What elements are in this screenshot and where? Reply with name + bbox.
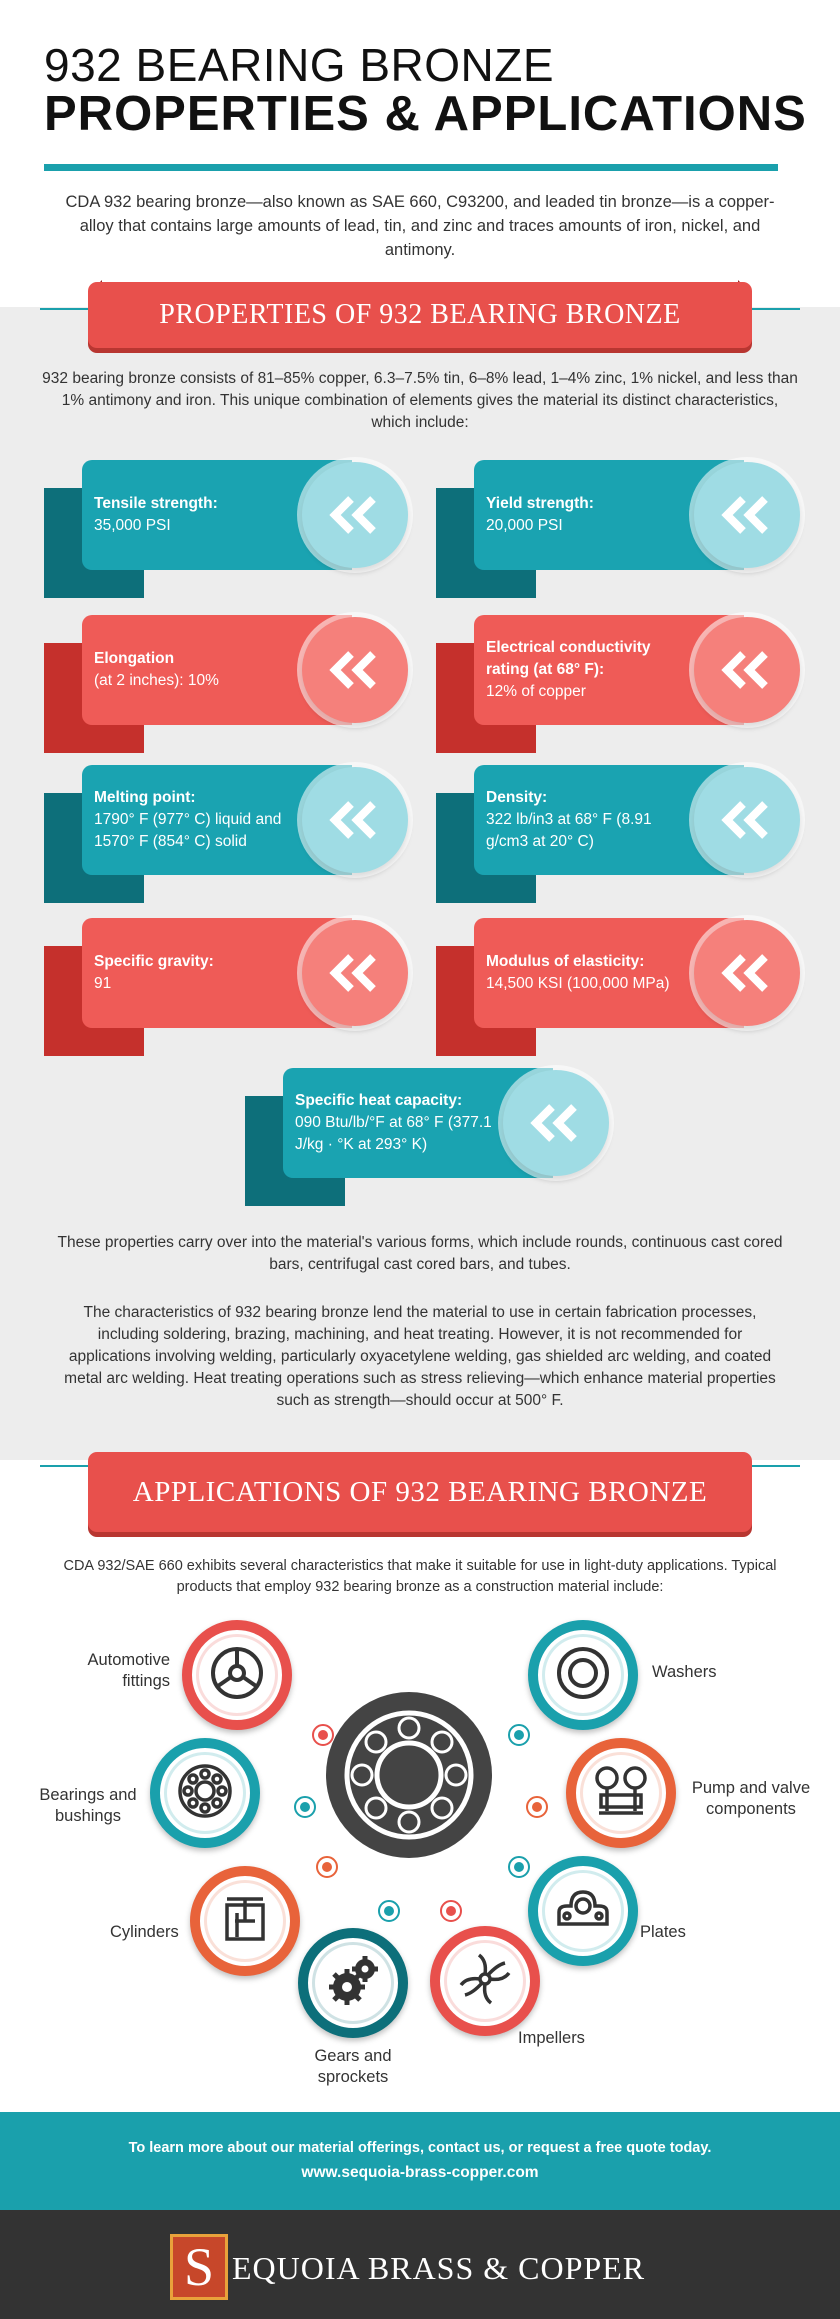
page-title-line1: 932 BEARING BRONZE	[44, 39, 555, 91]
property-value: 090 Btu/lb/°F at 68° F (377.1 J/kg · °K at 293° K)	[295, 1114, 492, 1153]
property-value: (at 2 inches): 10%	[94, 672, 219, 689]
property-card	[44, 460, 404, 600]
connector-dot	[294, 1796, 316, 1818]
property-label: Density:	[486, 789, 548, 806]
connector-dot	[312, 1724, 334, 1746]
cta-bar	[0, 2112, 840, 2210]
application-label: Impellers	[518, 2029, 585, 2047]
applications-heading: APPLICATIONS OF 932 BEARING BRONZE	[132, 1476, 708, 1508]
application-label: Plates	[640, 1923, 686, 1941]
card-text	[486, 615, 696, 725]
application-label: Bearings and bushings	[39, 1786, 137, 1825]
property-label: Melting point:	[94, 789, 196, 806]
property-label: Specific gravity:	[94, 953, 214, 970]
application-label: Automotive fittings	[87, 1651, 170, 1690]
card-text	[94, 918, 304, 1028]
properties-intro: 932 bearing bronze consists of 81–85% copper, 6.3–7.5% tin, 6–8% lead, 1–4% zinc, 1% nickel, and less than 1% antimony and iron. This unique combination of elements gives the material its distinct characteristics, which include:	[42, 370, 798, 431]
property-card	[44, 918, 404, 1058]
property-card	[245, 1068, 605, 1208]
application-ring	[430, 1926, 540, 2036]
property-label: Electrical conductivity rating (at 68° F):	[486, 639, 651, 678]
properties-heading: PROPERTIES OF 932 BEARING BRONZE	[159, 299, 681, 330]
intro-paragraph: CDA 932 bearing bronze—also known as SAE 660, C93200, and leaded tin bronze—is a copper-alloy that contains large amounts of lead, tin, and zinc and traces amounts of iron, nickel, and antimony.	[65, 193, 775, 259]
logo-mark	[170, 2234, 228, 2300]
applications-banner	[88, 1452, 752, 1532]
central-bearing-icon	[326, 1692, 492, 1858]
application-label: Pump and valve components	[691, 1779, 811, 1818]
property-card	[436, 918, 796, 1058]
application-ring	[190, 1866, 300, 1976]
property-value: 14,500 KSI (100,000 MPa)	[486, 975, 670, 992]
connector-dot	[526, 1796, 548, 1818]
connector-dot	[508, 1856, 530, 1878]
double-chevron-left-icon	[694, 462, 800, 568]
footer	[0, 2210, 840, 2319]
double-chevron-left-icon	[694, 767, 800, 873]
property-card	[436, 615, 796, 755]
property-label: Yield strength:	[486, 495, 594, 512]
property-card	[44, 615, 404, 755]
bearing-icon	[177, 1763, 233, 1824]
card-text	[486, 918, 696, 1028]
application-ring	[298, 1928, 408, 2038]
forms-paragraph: These properties carry over into the material's various forms, which include rounds, continuous cast cored bars, centrifugal cast cored bars, and tubes.	[57, 1234, 783, 1273]
double-chevron-left-icon	[694, 617, 800, 723]
card-text	[94, 765, 304, 875]
fabrication-paragraph: The characteristics of 932 bearing bronze lend the material to use in certain fabrication processes, including soldering, brazing, machining, and heat treating. However, it is not recommended for applications involving welding, particularly oxyacetylene welding, gas shielded arc welding, and coated metal arc welding. Heat treating operations such as stress relieving—which enhance material properties such as strength—should occur at 500° F.	[64, 1304, 776, 1409]
title-underline	[44, 164, 778, 171]
card-text	[486, 460, 696, 570]
property-value: 35,000 PSI	[94, 517, 171, 534]
connector-dot	[378, 1900, 400, 1922]
card-text	[94, 460, 304, 570]
application-label: Washers	[652, 1663, 717, 1681]
washer-icon	[555, 1645, 611, 1706]
property-label: Elongation	[94, 650, 175, 667]
application-ring	[528, 1856, 638, 1966]
card-text	[94, 615, 304, 725]
logo-initial: S	[183, 2237, 215, 2297]
card-text	[486, 765, 696, 875]
property-value: 20,000 PSI	[486, 517, 563, 534]
gears-icon	[325, 1953, 381, 2014]
property-value: 322 lb/in3 at 68° F (8.91 g/cm3 at 20° C)	[486, 811, 652, 850]
application-ring	[566, 1738, 676, 1848]
connector-dot	[508, 1724, 530, 1746]
double-chevron-left-icon	[694, 920, 800, 1026]
website-link[interactable]: www.sequoia-brass-copper.com	[301, 2164, 539, 2181]
application-label: Cylinders	[110, 1923, 179, 1941]
double-chevron-left-icon	[302, 767, 408, 873]
property-value: 1790° F (977° C) liquid and 1570° F (854° C) solid	[94, 811, 282, 850]
property-label: Modulus of elasticity:	[486, 953, 645, 970]
pump-gauge-icon	[591, 1763, 651, 1824]
page-title-line2: PROPERTIES & APPLICATIONS	[44, 87, 807, 141]
property-value: 91	[94, 975, 112, 992]
properties-banner	[88, 282, 752, 348]
logo-wordmark: EQUOIA BRASS & COPPER	[232, 2250, 646, 2286]
connector-dot	[316, 1856, 338, 1878]
application-label: Gears and sprockets	[314, 2047, 392, 2086]
double-chevron-left-icon	[302, 462, 408, 568]
property-card	[436, 765, 796, 905]
double-chevron-left-icon	[503, 1070, 609, 1176]
application-ring	[182, 1620, 292, 1730]
double-chevron-left-icon	[302, 617, 408, 723]
application-ring	[150, 1738, 260, 1848]
impeller-icon	[457, 1951, 513, 2012]
cylinder-icon	[217, 1891, 273, 1952]
steering-wheel-icon	[209, 1645, 265, 1706]
cta-text: To learn more about our material offerings, contact us, or request a free quote today.	[128, 2140, 712, 2156]
applications-intro: CDA 932/SAE 660 exhibits several characteristics that make it suitable for use in light-duty applications. Typical products that employ 932 bearing bronze as a construction material include:	[63, 1558, 777, 1595]
application-ring	[528, 1620, 638, 1730]
property-value: 12% of copper	[486, 683, 586, 700]
property-label: Tensile strength:	[94, 495, 218, 512]
connector-dot	[440, 1900, 462, 1922]
property-label: Specific heat capacity:	[295, 1092, 463, 1109]
property-card	[44, 765, 404, 905]
plate-icon	[553, 1884, 613, 1939]
property-card	[436, 460, 796, 600]
double-chevron-left-icon	[302, 920, 408, 1026]
card-text	[295, 1068, 505, 1178]
